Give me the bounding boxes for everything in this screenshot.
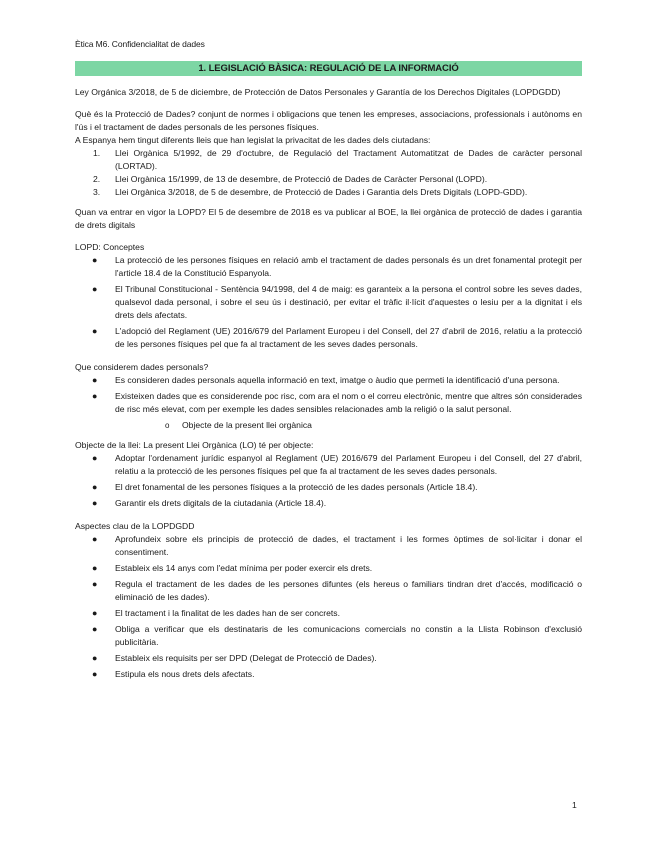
bullet-icon: ● [92, 255, 98, 265]
sub-list-item: o Objecte de la present llei orgànica [165, 420, 312, 430]
personal-data-list [75, 374, 582, 416]
bullet-icon: ● [92, 482, 98, 492]
circle-bullet-icon: o [165, 421, 170, 430]
law-title: Ley Orgánica 3/2018, de 5 de diciembre, de Protección de Datos Personales y Garantía de los Derechos Digitales (LOPDGDD) [75, 87, 561, 97]
bullet-icon: ● [92, 284, 98, 294]
list-item: ● Estableix els 14 anys com l'edat mínima per poder exercir els drets. [92, 563, 373, 573]
list-item: ● Adoptar l'ordenament jurídic espanyol al Reglament (UE) 2016/679 del Parlament Europeu i del Consell, del 27 d'abril, relatiu a la protecció de les persones físiques pel que fa al tractament de les seves dades personals. [92, 453, 582, 476]
document-body [75, 86, 582, 684]
bullet-icon: ● [92, 375, 98, 385]
list-item: ● El dret fonamental de les persones físiques a la protecció de les dades personals (Article 18.4). [92, 482, 478, 492]
list-item: 2. Llei Orgànica 15/1999, de 13 de desembre, de Protecció de Dades de Caràcter Personal (LOPD). [93, 174, 488, 184]
bullet-icon: ● [92, 653, 98, 663]
list-item: ● Estableix els requisits per ser DPD (Delegat de Protecció de Dades). [92, 653, 377, 663]
list-item: ● Aprofundeix sobre els principis de protecció de dades, el tractament i les formes òptimes de sol·licitar i donar el consentiment. [92, 534, 582, 557]
bullet-icon: ● [92, 326, 98, 336]
list-item: ● L'adopció del Reglament (UE) 2016/679 del Parlament Europeu i del Consell, del 27 d'abril de 2016, relatiu a la protecció de les persones físiques pel que fa al tractament de les seves dades personals. [92, 326, 582, 349]
list-item: ● Es consideren dades personals aquella informació en text, imatge o àudio que permeti la identificació d'una persona. [92, 375, 560, 385]
aspects-list [75, 533, 582, 681]
list-item: ● El Tribunal Constitucional - Sentència 94/1998, del 4 de maig: es garanteix a la persona el control sobre les seves dades, qualsevol dada personal, i sobre el seu ús i destinació, per evitar el tràfic il·lícit d'aquestes o lesiu per a la dignitat i els drets dels afectats. [92, 284, 582, 320]
bullet-icon: ● [92, 534, 98, 544]
list-item: ● La protecció de les persones físiques en relació amb el tractament de dades personals és un dret fonamental protegit per l'article 18.4 de la Constitució Espanyola. [92, 255, 582, 278]
spain-paragraph: A Espanya hem tingut diferents lleis que han legislat la privacitat de les dades dels ciutadans: [75, 135, 431, 145]
concepts-list [75, 254, 582, 351]
aspects-heading: Aspectes clau de la LOPDGDD [75, 521, 195, 531]
bullet-icon: ● [92, 624, 98, 634]
laws-list [75, 147, 582, 199]
page-number: 1 [572, 800, 577, 810]
list-item: ● Existeixen dades que es considerende poc risc, com ara el nom o el correu electrònic, mentre que altres són considerades de risc més elevat, com per exemple les dades sensibles relacionades amb la religió o la salut personal. [92, 391, 582, 414]
bullet-icon: ● [92, 608, 98, 618]
bullet-icon: ● [92, 453, 98, 463]
list-item: ● Regula el tractament de les dades de les persones difuntes (els hereus o familiars tindran dret d'accés, modificació o eliminació de les dades). [92, 579, 582, 602]
definition-paragraph: Què és la Protecció de Dades? conjunt de normes i obligacions que tenen les empreses, associacions, professionals i autònoms en l'ús i el tractament de dades personals de les persones físiques. [75, 109, 582, 132]
page-header: Ètica M6. Confidencialitat de dades [75, 39, 205, 49]
bullet-icon: ● [92, 563, 98, 573]
list-item: ● Estipula els nous drets dels afectats. [92, 669, 255, 679]
list-item: ● Garantir els drets digitals de la ciutadania (Article 18.4). [92, 498, 327, 508]
bullet-icon: ● [92, 498, 98, 508]
list-item: 3. Llei Orgànica 3/2018, de 5 de desembre, de Protecció de Dades i Garantia dels Drets Digitals (LOPD-GDD). [93, 187, 528, 197]
object-heading: Objecte de la llei: La present Llei Orgànica (LO) té per objecte: [75, 440, 314, 450]
section-banner: 1. LEGISLACIÓ BÀSICA: REGULACIÓ DE LA INFORMACIÓ [75, 61, 582, 76]
bullet-icon: ● [92, 391, 98, 401]
list-item: ● El tractament i la finalitat de les dades han de ser concrets. [92, 608, 340, 618]
list-item: 1. Llei Orgànica 5/1992, de 29 d'octubre, de Regulació del Tractament Automatitzat de Dades de caràcter personal (LORTAD). [93, 148, 582, 171]
list-item: ● Obliga a verificar que els destinataris de les comunicacions comercials no constin a la Llista Robinson d'exclusió publicitària. [92, 624, 582, 647]
bullet-icon: ● [92, 579, 98, 589]
object-list [75, 452, 582, 510]
when-paragraph: Quan va entrar en vigor la LOPD? El 5 de desembre de 2018 es va publicar al BOE, la llei orgànica de protecció de dades i garantia de drets digitals [75, 207, 582, 230]
personal-data-heading: Que considerem dades personals? [75, 362, 209, 372]
concepts-heading: LOPD: Conceptes [75, 242, 145, 252]
bullet-icon: ● [92, 669, 98, 679]
